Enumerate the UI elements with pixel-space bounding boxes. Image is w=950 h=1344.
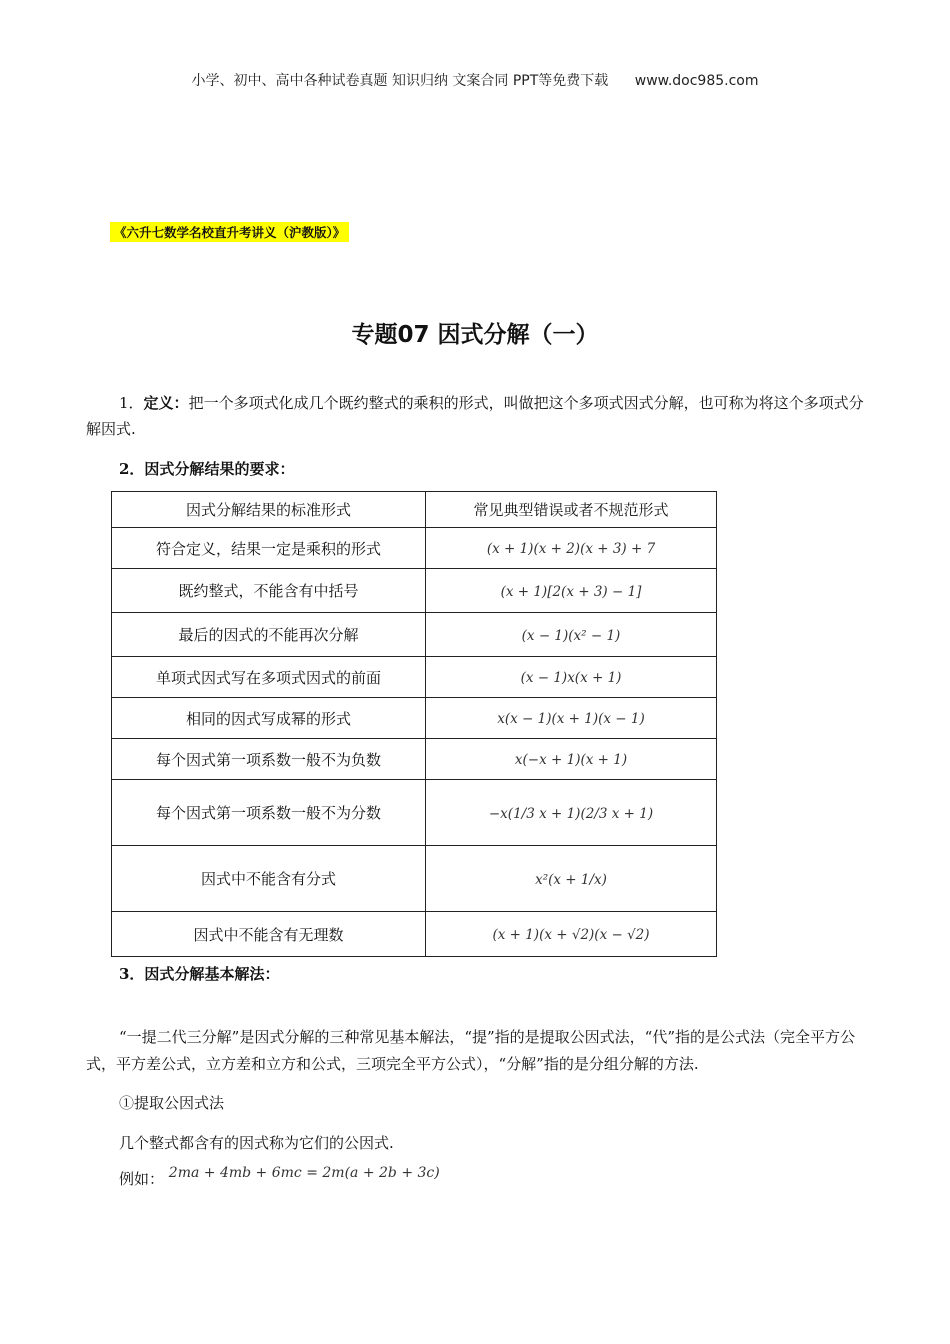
row-standard: 单项式因式写在多项式因式的前面 xyxy=(112,657,426,698)
row-example xyxy=(426,739,717,780)
row-example xyxy=(426,613,717,657)
example-label: 例如： xyxy=(119,1170,165,1188)
row-example-math: (x + 1)[2(x + 3) − 1] xyxy=(500,583,642,600)
row-example-math: x(−x + 1)(x + 1) xyxy=(514,752,628,768)
row-standard: 符合定义，结果一定是乘积的形式 xyxy=(112,528,426,569)
table-header-row xyxy=(112,492,717,528)
row-example xyxy=(426,846,717,912)
table-row xyxy=(112,528,717,569)
row-example xyxy=(426,657,717,698)
methods-paragraph: “一提二代三分解”是因式分解的三种常见基本解法，“提”指的是提取公因式法，“代”指的是公式法（完全平方公式，平方差公式，立方差和立方和公式，三项完全平方公式），“分解”指的是分组分解的方法. xyxy=(86,1028,856,1073)
section1-number: 1． xyxy=(119,394,144,412)
table-row xyxy=(112,912,717,957)
table-row xyxy=(112,569,717,613)
table-header-errors: 常见典型错误或者不规范形式 xyxy=(426,492,717,528)
table-row xyxy=(112,657,717,698)
row-standard: 因式中不能含有分式 xyxy=(112,846,426,912)
row-example xyxy=(426,912,717,957)
row-example xyxy=(426,569,717,613)
table-row xyxy=(112,698,717,739)
header-text: 小学、初中、高中各种试卷真题 知识归纳 文案合同 PPT等免费下载 xyxy=(191,73,609,89)
table-row xyxy=(112,739,717,780)
row-example-math: x(x − 1)(x + 1)(x − 1) xyxy=(497,711,645,727)
requirements-table xyxy=(111,491,717,957)
section1-text: 把一个多项式化成几个既约整式的乘积的形式，叫做把这个多项式因式分解，也可称为将这个多项式分解因式. xyxy=(86,394,864,438)
row-standard: 既约整式，不能含有中括号 xyxy=(112,569,426,613)
section1-label: 定义： xyxy=(143,394,189,412)
row-example xyxy=(426,698,717,739)
section3-heading: 3．因式分解基本解法： xyxy=(119,965,280,983)
row-example-math: (x + 1)(x + 2)(x + 3) + 7 xyxy=(486,541,656,557)
page-title: 专题07 因式分解（一） xyxy=(351,322,599,348)
section2-heading: 2．因式分解结果的要求： xyxy=(119,460,295,478)
row-standard: 每个因式第一项系数一般不为分数 xyxy=(112,780,426,846)
row-example xyxy=(426,780,717,846)
series-label: 《六升七数学名校直升考讲义（沪教版）》 xyxy=(110,222,349,242)
row-example-math: −x(1/3 x + 1)(2/3 x + 1) xyxy=(488,805,654,822)
page-header xyxy=(0,70,950,90)
table-header-standard: 因式分解结果的标准形式 xyxy=(112,492,426,528)
row-standard: 最后的因式的不能再次分解 xyxy=(112,613,426,657)
common-factor-definition: 几个整式都含有的因式称为它们的公因式. xyxy=(119,1134,394,1152)
row-example-math: (x − 1)(x² − 1) xyxy=(521,627,621,644)
row-standard: 因式中不能含有无理数 xyxy=(112,912,426,957)
example-formula: 2ma + 4mb + 6mc = 2m(a + 2b + 3c) xyxy=(168,1165,440,1181)
table-row xyxy=(112,846,717,912)
row-example xyxy=(426,528,717,569)
method1-heading: ①提取公因式法 xyxy=(119,1094,225,1112)
header-site-link[interactable]: www.doc985.com xyxy=(634,73,759,89)
example-line xyxy=(86,1166,866,1193)
table-row xyxy=(112,613,717,657)
row-standard: 每个因式第一项系数一般不为负数 xyxy=(112,739,426,780)
row-example-math: x²(x + 1/x) xyxy=(535,871,607,888)
table-row xyxy=(112,780,717,846)
row-example-math: (x − 1)x(x + 1) xyxy=(520,670,622,686)
row-standard: 相同的因式写成幂的形式 xyxy=(112,698,426,739)
definition-paragraph xyxy=(86,390,866,442)
row-example-math: (x + 1)(x + √2)(x − √2) xyxy=(492,927,650,943)
